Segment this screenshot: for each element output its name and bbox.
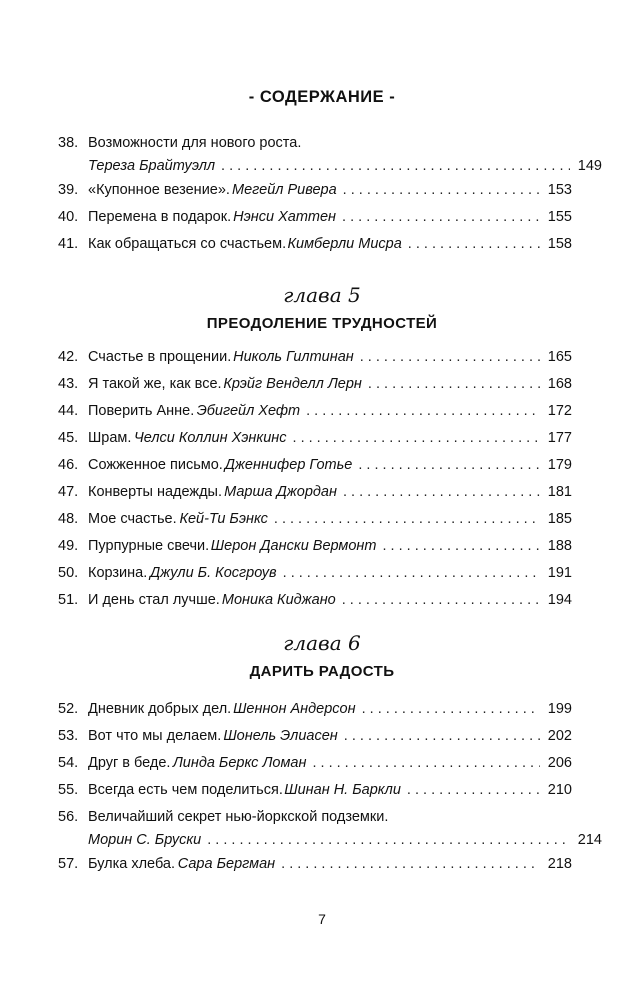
entry-number: 42. [58,349,79,365]
entry-title: Возможности для нового роста. [88,135,302,151]
entry-number: 40. [58,209,79,225]
leader-dots [221,155,570,178]
entry-page: 168 [547,376,572,392]
entry-number: 46. [58,457,79,473]
toc-entry[interactable] [58,373,572,396]
entry-page: 202 [547,728,572,744]
entry-number: 57. [58,856,79,872]
entry-author: Челси Коллин Хэнкинс [134,430,287,446]
leader-dots [207,829,570,852]
toc-entry[interactable] [58,698,572,721]
leader-dots [274,508,540,531]
leader-dots [306,400,540,423]
entry-author: Тереза Брайтуэлл [88,158,216,174]
entry-title: Дневник добрых дел. [88,701,232,717]
entry-title: Поверить Анне. [88,403,195,419]
entry-author: Кимберли Мисра [287,236,402,252]
entry-author: Нэнси Хаттен [233,209,337,225]
entry-title: Конверты надежды. [88,484,223,500]
entry-title: Мое счастье. [88,511,177,527]
leader-dots [342,206,540,229]
toc-entry[interactable] [58,481,572,504]
entry-page: 165 [547,349,572,365]
entry-author: Кей-Ти Бэнкс [179,511,268,527]
entry-number: 48. [58,511,79,527]
leader-dots [343,481,540,504]
toc-entry-line [58,752,572,775]
entry-title: Счастье в прощении. [88,349,232,365]
entry-page: 191 [547,565,572,581]
entry-author: Николь Гилтинан [233,349,354,365]
toc-entry[interactable] [58,508,572,531]
entry-number: 52. [58,701,79,717]
leader-dots [383,535,541,558]
entry-number: 41. [58,236,79,252]
leader-dots [360,346,540,369]
toc-entry[interactable] [58,427,572,450]
entry-number: 55. [58,782,79,798]
toc-entry[interactable] [58,400,572,423]
entry-title: Я такой же, как все. [88,376,222,392]
entry-author: Джули Б. Косгроув [149,565,277,581]
toc-entry[interactable] [58,179,572,202]
toc-entry-line [58,698,572,721]
entry-number: 43. [58,376,79,392]
entry-author: Моника Киджано [221,592,336,608]
toc-entry-line [58,853,572,876]
entry-author: Марша Джордан [224,484,337,500]
leader-dots [358,454,540,477]
leader-dots [344,725,540,748]
toc-entry-line [58,427,572,450]
toc-entry-line [58,725,572,748]
entry-title: Как обращаться со счастьем. [88,236,287,252]
leader-dots [362,698,540,721]
entry-number: 53. [58,728,79,744]
toc-entry[interactable] [58,752,572,775]
leader-dots [368,373,540,396]
entry-number: 44. [58,403,79,419]
entry-page: 177 [547,430,572,446]
toc-entry-line [58,179,572,202]
entry-page: 179 [547,457,572,473]
chapter-title: ДАРИТЬ РАДОСТЬ [249,663,395,680]
entry-page: 181 [547,484,572,500]
toc-entry[interactable] [58,725,572,748]
entry-author: Линда Беркс Ломан [172,755,307,771]
entry-title: Величайший секрет нью-йоркской подземки. [88,809,389,825]
toc-entry-line [58,206,572,229]
entry-number: 38. [58,135,79,151]
entry-author: Крэйг Венделл Лерн [223,376,362,392]
entry-author: Мегейл Ривера [232,182,337,198]
toc-entry[interactable] [58,206,572,229]
entry-page: 153 [547,182,572,198]
entry-page: 185 [547,511,572,527]
entry-page: 214 [577,832,602,848]
entry-number: 49. [58,538,79,554]
entry-number: 45. [58,430,79,446]
entry-page: 218 [547,856,572,872]
toc-entry[interactable] [58,589,572,612]
toc-entry[interactable] [58,562,572,585]
toc-entry-line [58,535,572,558]
entry-title: Всегда есть чем поделиться. [88,782,283,798]
chapter-label: глава 5 [283,283,361,307]
chapter-label: глава 6 [283,631,361,655]
entry-title: Вот что мы делаем. [88,728,222,744]
entry-number: 51. [58,592,79,608]
entry-author: Морин С. Бруски [88,832,202,848]
leader-dots [342,589,540,612]
entry-title: «Купонное везение». [88,182,230,198]
entry-title: Сожженное письмо. [88,457,223,473]
entry-author: Шерон Дански Вермонт [210,538,377,554]
toc-entry-line [58,132,572,155]
entry-number: 47. [58,484,79,500]
leader-dots [408,233,540,256]
entry-title: Пурпурные свечи. [88,538,210,554]
entry-page: 210 [547,782,572,798]
toc-entry[interactable] [58,853,572,876]
entry-author: Шонель Элиасен [223,728,338,744]
entry-page: 194 [547,592,572,608]
leader-dots [343,179,540,202]
toc-entry-line [58,233,572,256]
entry-author: Шинан Н. Баркли [284,782,401,798]
chapter-title: ПРЕОДОЛЕНИЕ ТРУДНОСТЕЙ [206,315,438,332]
entry-title: Друг в беде. [88,755,171,771]
entry-title: Корзина. [88,565,148,581]
entry-author: Сара Бергман [177,856,276,872]
toc-entry[interactable] [58,806,602,852]
toc-entry-line [58,562,572,585]
entry-number: 54. [58,755,79,771]
toc-entry-line [58,454,572,477]
toc-entry[interactable] [58,454,572,477]
leader-dots [312,752,540,775]
entry-page: 199 [547,701,572,717]
entry-author: Дженнифер Готье [224,457,353,473]
entry-page: 206 [547,755,572,771]
entry-author: Эбигейл Хефт [196,403,301,419]
entry-number: 56. [58,809,79,825]
entry-page: 155 [547,209,572,225]
toc-entry[interactable] [58,132,602,178]
leader-dots [293,427,540,450]
toc-entry[interactable] [58,346,572,369]
toc-entry-line [58,400,572,423]
entry-title: И день стал лучше. [88,592,220,608]
entry-title: Булка хлеба. [88,856,176,872]
entry-number: 50. [58,565,79,581]
page-number: 7 [318,911,326,927]
toc-entry-line [58,779,572,802]
toc-entry-line [58,346,572,369]
entry-page: 188 [547,538,572,554]
toc-entry-line [58,481,572,504]
entry-title: Шрам. [88,430,132,446]
leader-dots [281,853,540,876]
entry-page: 172 [547,403,572,419]
toc-entry[interactable] [58,779,572,802]
toc-entry-line [58,373,572,396]
toc-entry-line [58,508,572,531]
toc-entry[interactable] [58,233,572,256]
entry-page: 158 [547,236,572,252]
leader-dots [407,779,540,802]
entry-page: 149 [577,158,602,174]
page-title: - СОДЕРЖАНИЕ - [248,88,396,106]
toc-entry-line [58,155,602,178]
entry-author: Шеннон Андерсон [233,701,356,717]
leader-dots [283,562,540,585]
toc-entry-line [58,829,602,852]
toc-entry[interactable] [58,535,572,558]
entry-title: Перемена в подарок. [88,209,232,225]
toc-entry-line [58,589,572,612]
toc-entry-line [58,806,572,829]
entry-number: 39. [58,182,79,198]
